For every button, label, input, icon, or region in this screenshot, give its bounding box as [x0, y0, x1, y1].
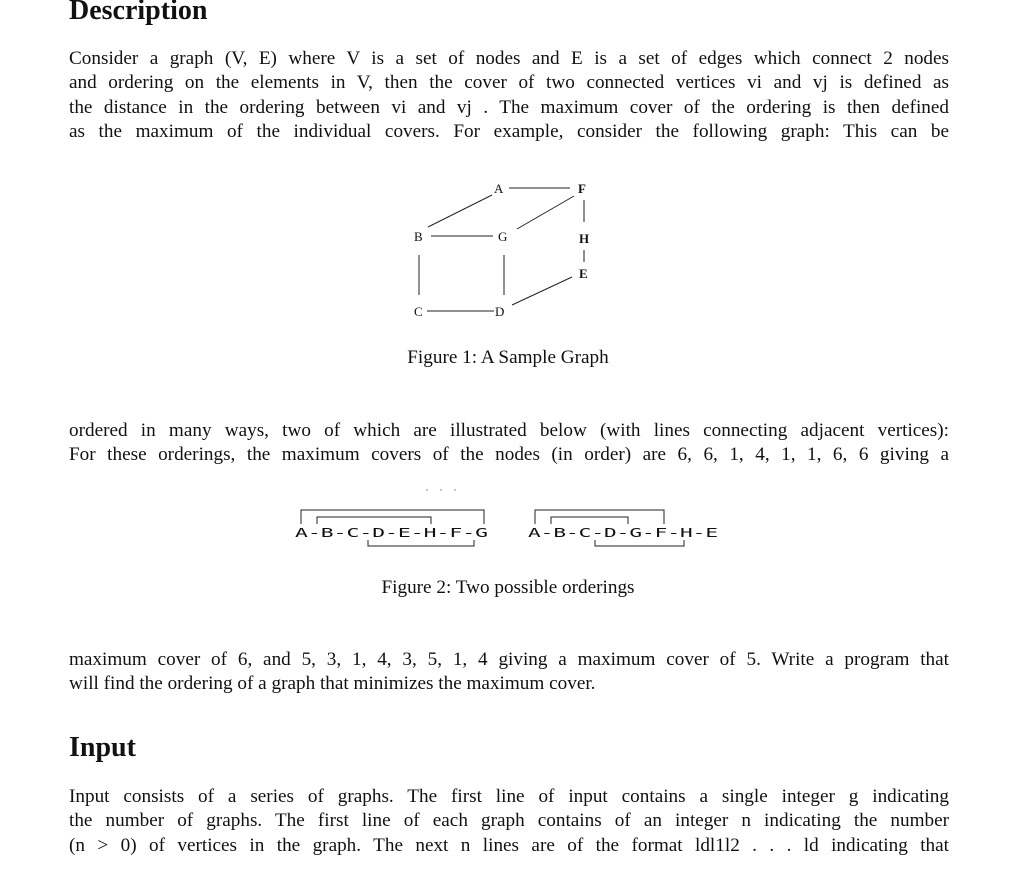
node-f: F	[578, 181, 586, 196]
ordering-1-bracket-lower	[368, 540, 474, 546]
node-d: D	[495, 304, 505, 319]
text-line: Consider a graph (V, E) where V is a set of nodes and E is a set of edges which connect 2 nodes	[69, 48, 949, 69]
figure-1-caption: Figure 1: A Sample Graph	[407, 347, 609, 368]
ordering-1-bracket-inner	[317, 517, 431, 524]
text-line: the distance in the ordering between vi and vj . The maximum cover of the ordering is then defined	[69, 96, 949, 118]
edge-f-g	[517, 196, 574, 229]
description-heading: Description	[69, 0, 208, 26]
node-a: A	[494, 181, 504, 196]
description-paragraph-3	[69, 648, 949, 697]
node-h: H	[579, 231, 590, 246]
ordering-2: A-B-C-D-G-F-H-E	[528, 526, 718, 540]
node-c: C	[414, 304, 423, 319]
description-paragraph-2	[69, 419, 949, 468]
text-line: (n > 0) of vertices in the graph. The next n lines are of the format ldl1l2 . . . ld indicating that	[69, 834, 949, 856]
text-line: and ordering on the elements in V, then the cover of two connected vertices vi and vj is defined as	[69, 72, 949, 94]
ordering-1: A-B-C-D-E-H-F-G	[295, 526, 488, 540]
input-heading: Input	[69, 732, 136, 763]
text-line: Input consists of a series of graphs. The first line of input contains a single integer g indicating	[69, 786, 949, 807]
text-line: For these orderings, the maximum covers of the nodes (in order) are 6, 6, 1, 4, 1, 1, 6, 6 giving a	[69, 444, 949, 466]
text-line: maximum cover of 6, and 5, 3, 1, 4, 3, 5, 1, 4 giving a maximum cover of 5. Write a program that	[69, 649, 949, 670]
figure-2-caption: Figure 2: Two possible orderings	[381, 577, 635, 598]
edge-d-e	[512, 277, 572, 305]
text-line: will find the ordering of a graph that minimizes the maximum cover.	[69, 673, 596, 695]
ordering-2-bracket-lower	[595, 540, 684, 546]
text-line: as the maximum of the individual covers. For example, consider the following graph: This can be	[69, 121, 949, 143]
input-paragraph	[69, 785, 949, 858]
ordering-2-bracket-inner	[551, 517, 628, 524]
text-line: ordered in many ways, two of which are illustrated below (with lines connecting adjacent vertices):	[69, 420, 949, 441]
edge-a-b	[428, 195, 492, 227]
node-e: E	[579, 266, 588, 281]
text-line: the number of graphs. The first line of each graph contains of an integer n indicating the number	[69, 810, 949, 832]
node-g: G	[498, 229, 508, 244]
node-b: B	[414, 229, 423, 244]
dots	[426, 489, 456, 491]
